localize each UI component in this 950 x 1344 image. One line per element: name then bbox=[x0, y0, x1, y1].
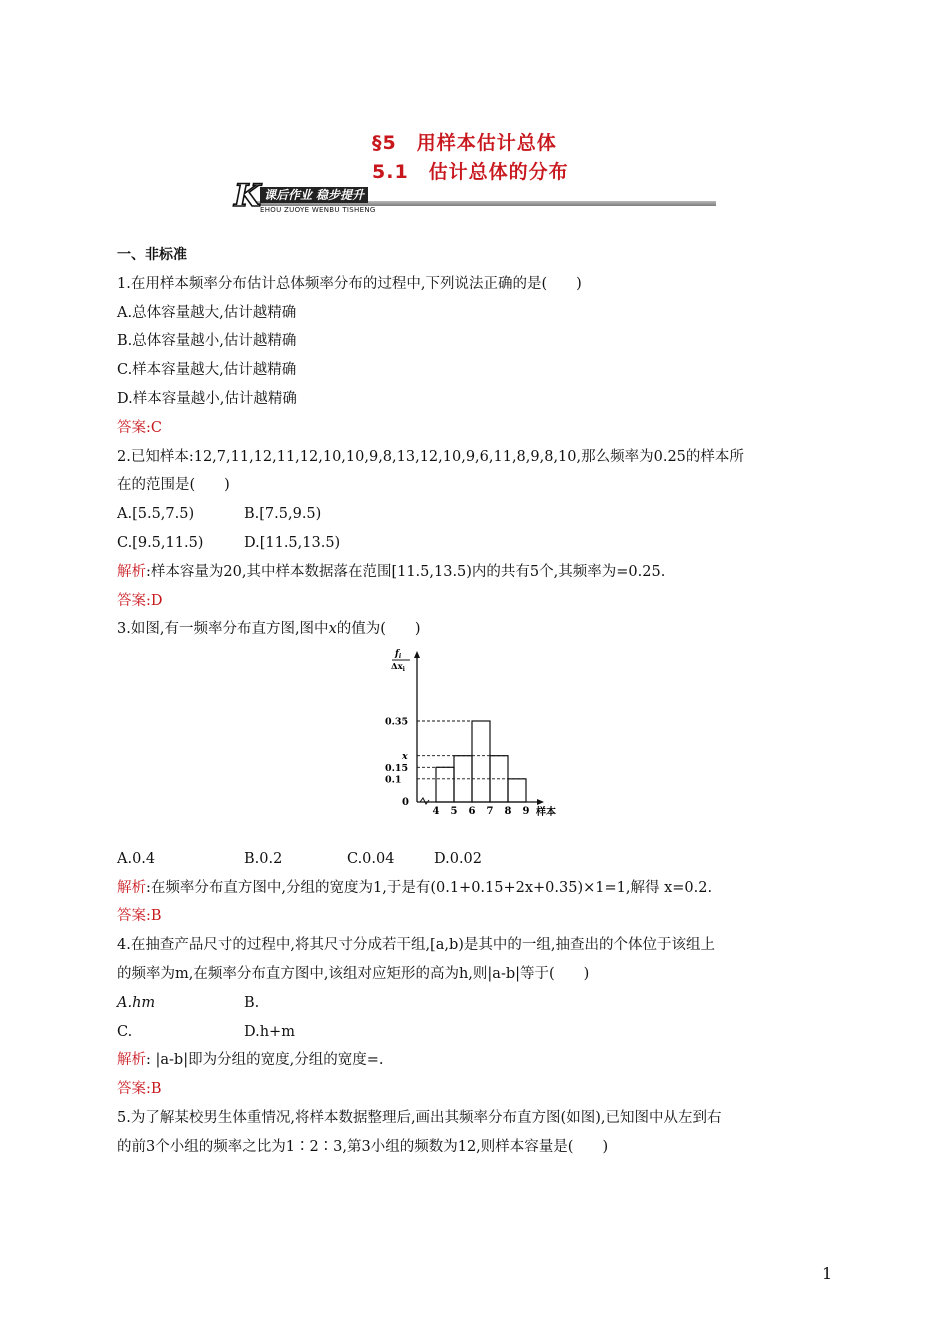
histogram-bar bbox=[508, 779, 526, 802]
q2-option-c: C.[9.5,11.5) bbox=[117, 535, 204, 551]
x-tick-label: 6 bbox=[468, 806, 476, 817]
histogram-bar bbox=[436, 767, 454, 802]
y-axis-arrow bbox=[414, 651, 420, 658]
x-tick-label: 5 bbox=[450, 806, 458, 817]
q5-stem-line1: 5.为了解某校男生体重情况,将样本数据整理后,画出其频率分布直方图(如图),已知图中从左到右 bbox=[117, 1110, 722, 1126]
q3-stem-text: 3.如图,有一频率分布直方图,图中 bbox=[117, 621, 329, 637]
q3-option-d: D.0.02 bbox=[434, 851, 483, 867]
y-label-top: $f_i$ bbox=[395, 649, 402, 660]
q3-answer: 答案:B bbox=[117, 908, 162, 924]
banner-label-2: 稳步提升 bbox=[316, 188, 365, 202]
q4-answer: 答案:B bbox=[117, 1081, 162, 1097]
axis-break-icon bbox=[420, 798, 429, 804]
frequency-histogram bbox=[380, 642, 580, 824]
q3-analysis bbox=[117, 878, 712, 898]
q3-option-c: C.0.04 bbox=[347, 851, 395, 867]
banner-label-1: 课后作业 bbox=[264, 188, 313, 202]
q1-answer: 答案:C bbox=[117, 420, 162, 436]
q1-option-b: B.总体容量越小,估计越精确 bbox=[117, 333, 297, 349]
q4-stem-line1: 4.在抽查产品尺寸的过程中,将其尺寸分成若干组,[a,b)是其中的一组,抽查出的个体位于该组上 bbox=[117, 937, 716, 953]
q2-stem-line2: 在的范围是( ) bbox=[117, 477, 230, 493]
page-number: 1 bbox=[822, 1264, 833, 1283]
section-title: §5 用样本估计总体 bbox=[372, 132, 557, 154]
subsection-title: 5.1 估计总体的分布 bbox=[372, 161, 569, 183]
q4-option-c: C. bbox=[117, 1024, 133, 1040]
x-tick-label: 8 bbox=[504, 806, 512, 817]
y-label-bottom: $\Delta x_i$ bbox=[391, 662, 405, 673]
q2-option-a: A.[5.5,7.5) bbox=[117, 506, 195, 522]
origin-label: 0 bbox=[402, 797, 409, 808]
y-tick-label: 0.15 bbox=[385, 762, 409, 774]
q2-option-d: D.[11.5,13.5) bbox=[244, 535, 341, 551]
q2-analysis bbox=[117, 562, 665, 582]
banner-k-letter: K bbox=[234, 178, 261, 214]
q4-analysis bbox=[117, 1050, 383, 1070]
y-tick-label: x bbox=[402, 751, 408, 763]
q1-option-a: A.总体容量越大,估计越精确 bbox=[117, 305, 297, 321]
q2-answer: 答案:D bbox=[117, 593, 163, 609]
y-tick-label: 0.35 bbox=[385, 716, 409, 728]
q3-option-b: B.0.2 bbox=[244, 851, 283, 867]
x-tick-label: 9 bbox=[522, 806, 530, 817]
q4-option-d: D.h+m bbox=[244, 1024, 295, 1040]
histogram-bar bbox=[472, 721, 490, 802]
q3-stem-end: 的值为( ) bbox=[336, 621, 421, 637]
q3-analysis-text: :在频率分布直方图中,分组的宽度为1,于是有(0.1+0.15+2x+0.35)×1=1,解得 x=0.2. bbox=[146, 880, 713, 896]
q4-option-b: B. bbox=[244, 995, 260, 1011]
q2-analysis-text: :样本容量为20,其中样本数据落在范围[11.5,13.5)内的共有5个,其频率为=0.25. bbox=[146, 564, 666, 580]
q1-option-d: D.样本容量越小,估计越精确 bbox=[117, 391, 297, 407]
y-tick-label: 0.1 bbox=[385, 774, 402, 786]
x-tick-label: 7 bbox=[486, 806, 494, 817]
banner-label bbox=[260, 187, 368, 203]
q4-stem-line2: 的频率为m,在频率分布直方图中,该组对应矩形的高为h,则|a-b|等于( ) bbox=[117, 966, 590, 982]
q4-analysis-text: : |a-b|即为分组的宽度,分组的宽度=. bbox=[146, 1052, 384, 1068]
q3-stem-var: x bbox=[328, 621, 337, 637]
banner-subtitle: EHOU ZUOYE WENBU TISHENG bbox=[260, 206, 376, 214]
section-heading: 一、非标准 bbox=[117, 247, 187, 263]
x-tick-label: 4 bbox=[432, 806, 440, 817]
q4-analysis-label: 解析 bbox=[117, 1052, 146, 1068]
homework-banner bbox=[234, 178, 716, 215]
q5-stem-line2: 的前3个小组的频率之比为1∶2∶3,第3小组的频数为12,则样本容量是( ) bbox=[117, 1139, 609, 1155]
q2-stem-line1: 2.已知样本:12,7,11,12,11,12,10,10,9,8,13,12,10,9,6,11,8,9,8,10,那么频率为0.25的样本所 bbox=[117, 449, 744, 465]
q4-option-a: A.hm bbox=[117, 995, 156, 1011]
x-axis-arrow bbox=[537, 799, 544, 805]
q1-option-c: C.样本容量越大,估计越精确 bbox=[117, 362, 297, 378]
q3-analysis-label: 解析 bbox=[117, 880, 146, 896]
q3-stem bbox=[117, 619, 421, 639]
q2-analysis-label: 解析 bbox=[117, 564, 146, 580]
q1-stem bbox=[117, 274, 582, 294]
x-axis-label: 样本 bbox=[536, 807, 556, 818]
q2-option-b: B.[7.5,9.5) bbox=[244, 506, 322, 522]
q1-stem-text: 1.在用样本频率分布估计总体频率分布的过程中,下列说法正确的是( ) bbox=[117, 276, 582, 292]
q3-option-a: A.0.4 bbox=[117, 851, 156, 867]
